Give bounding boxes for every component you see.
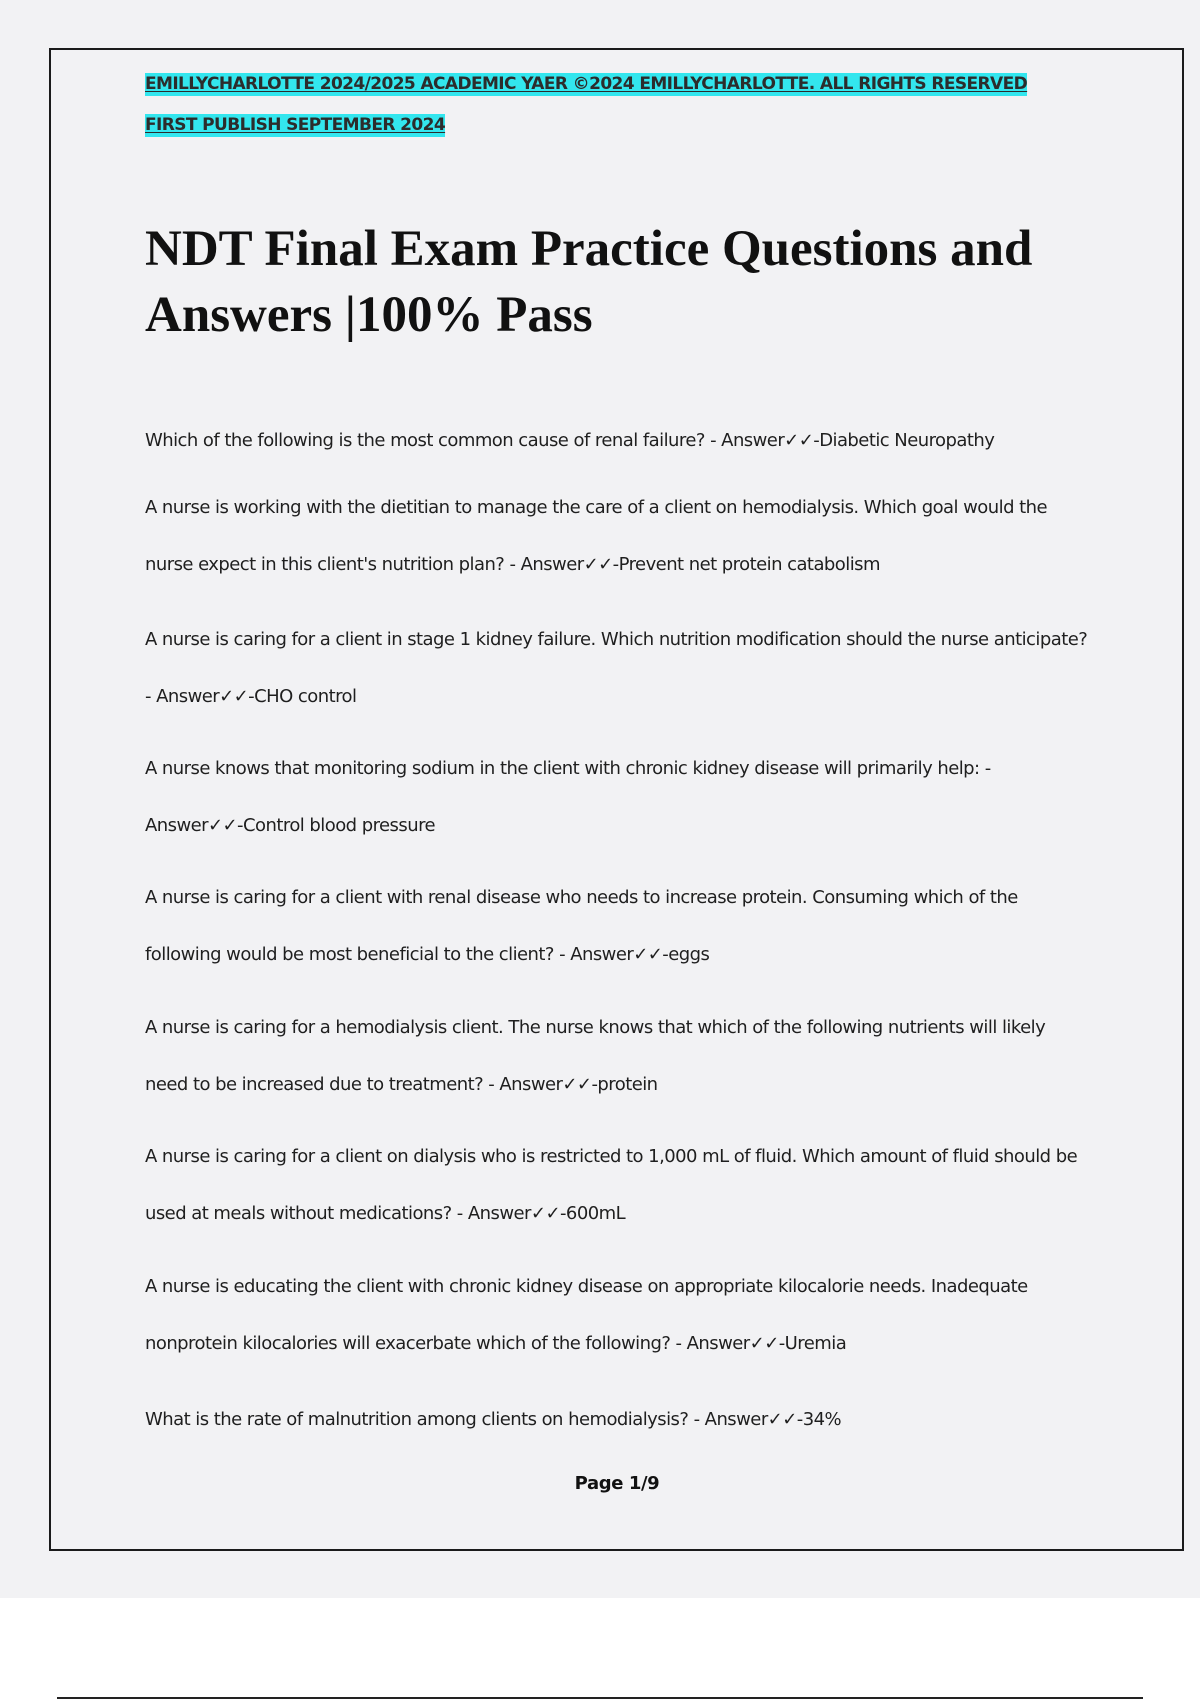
question-text: A nurse knows that monitoring sodium in the client with chronic kidney disease will primarily help: (145, 758, 985, 779)
copyright-banner: EMILLYCHARLOTTE 2024/2025 ACADEMIC YAER ©2024 EMILLYCHARLOTTE. ALL RIGHTS RESERVED (145, 74, 1028, 94)
qa-item (145, 1391, 1090, 1448)
qa-item (145, 869, 1090, 983)
question-text: A nurse is working with the dietitian to manage the care of a client on hemodialysis. Which goal would the nurse expect in this client's nutrition plan? (145, 497, 1048, 575)
answer-text: Diabetic Neuropathy (819, 430, 995, 451)
question-text: A nurse is caring for a client with renal disease who needs to increase protein. Consuming which of the following would be most beneficial to the client? (145, 887, 1018, 965)
answer-text: CHO control (254, 686, 357, 707)
answer-marker: - Answer✓✓- (456, 1203, 566, 1224)
answer-text: protein (597, 1074, 658, 1095)
answer-marker: - Answer✓✓- (509, 554, 619, 575)
answer-text: Uremia (784, 1333, 847, 1354)
qa-item (145, 740, 1090, 854)
answer-marker: - Answer✓✓- (675, 1333, 785, 1354)
question-text: A nurse is caring for a client in stage 1 kidney failure. Which nutrition modification should the nurse anticipate? (145, 629, 1088, 650)
answer-text: Control blood pressure (243, 815, 436, 836)
footer-divider (57, 1697, 1143, 1699)
qa-item (145, 412, 1090, 469)
publish-date-banner: FIRST PUBLISH SEPTEMBER 2024 (145, 115, 446, 135)
qa-item (145, 611, 1090, 725)
question-text: Which of the following is the most common cause of renal failure? (145, 430, 711, 451)
answer-text: 600mL (565, 1203, 626, 1224)
question-text: A nurse is educating the client with chronic kidney disease on appropriate kilocalorie needs. Inadequate nonprotein kilocalories will exacerbate which of the following? (145, 1276, 1028, 1354)
page-number: Page 1/9 (574, 1473, 660, 1494)
answer-marker: - Answer✓✓- (710, 430, 820, 451)
qa-item (145, 999, 1090, 1113)
answer-marker: - Answer✓✓- (145, 686, 255, 707)
answer-marker: - Answer✓✓- (488, 1074, 598, 1095)
qa-item (145, 479, 1090, 593)
question-text: A nurse is caring for a hemodialysis client. The nurse knows that which of the following nutrients will likely need to be increased due to treatment? (145, 1017, 1046, 1095)
qa-item (145, 1258, 1090, 1372)
answer-text: Prevent net protein catabolism (618, 554, 880, 575)
answer-marker: - Answer✓✓- (693, 1409, 803, 1430)
answer-marker: - Answer✓✓- (559, 944, 669, 965)
answer-marker: - Answer✓✓- (145, 758, 991, 836)
qa-item (145, 1128, 1090, 1242)
question-text: What is the rate of malnutrition among clients on hemodialysis? (145, 1409, 694, 1430)
answer-text: 34% (802, 1409, 842, 1430)
question-text: A nurse is caring for a client on dialysis who is restricted to 1,000 mL of fluid. Which amount of fluid should be used at meals without medications? (145, 1146, 1078, 1224)
answer-text: eggs (668, 944, 710, 965)
document-title: NDT Final Exam Practice Questions and Answers |100% Pass (145, 221, 1033, 343)
